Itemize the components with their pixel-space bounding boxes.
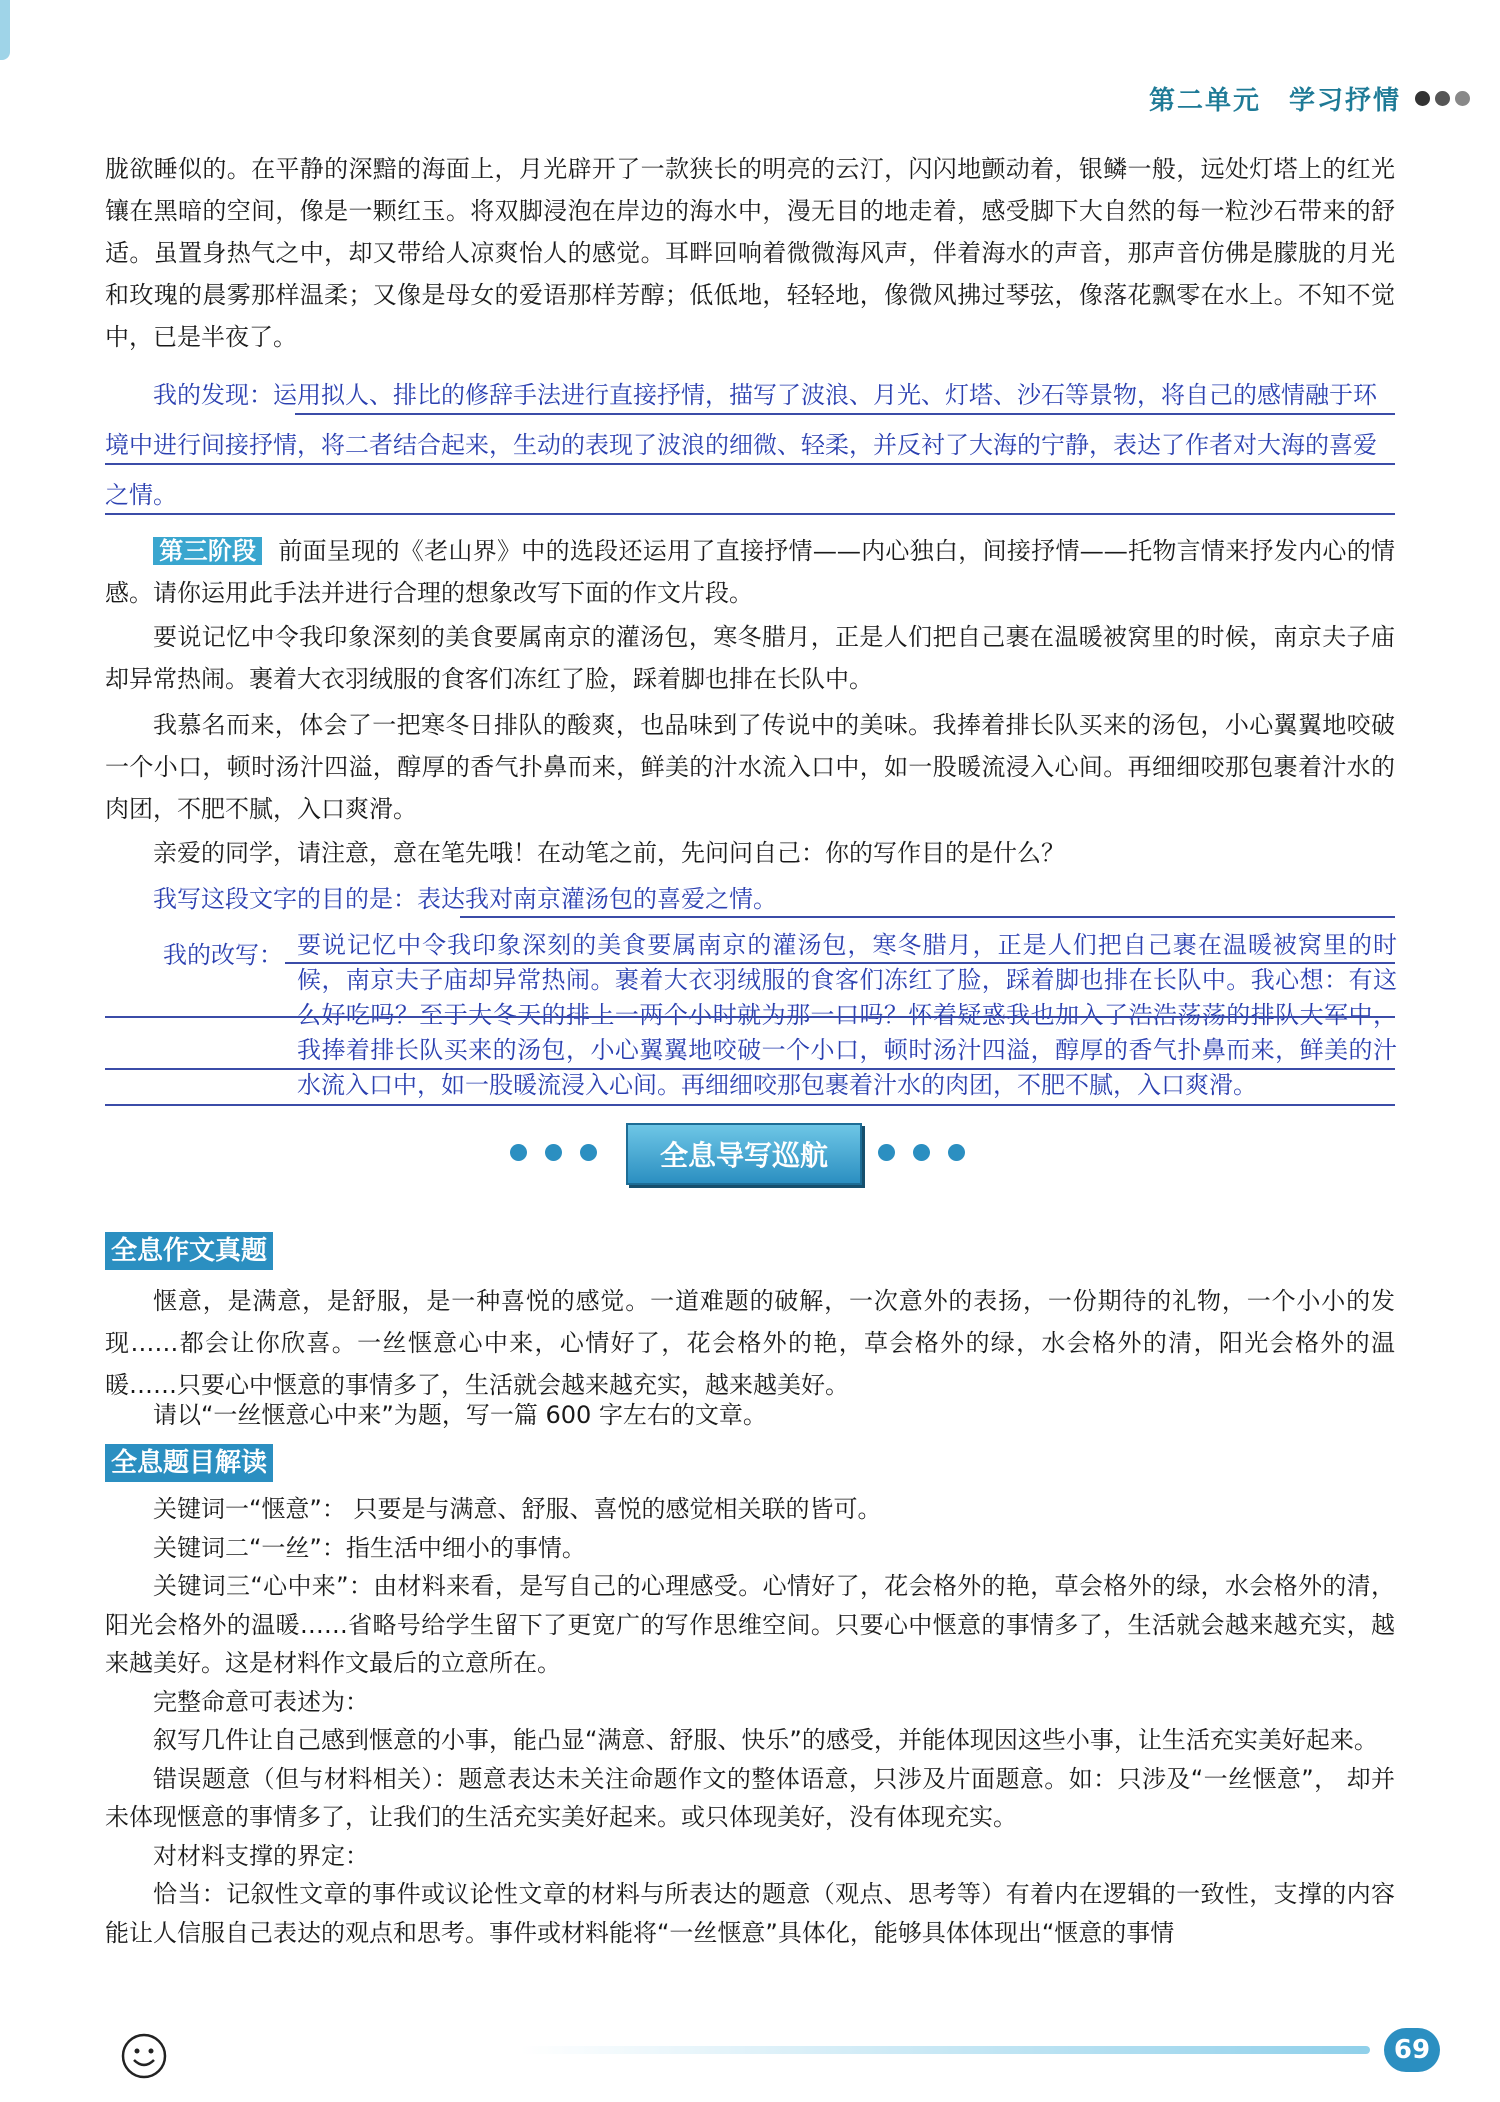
stage3-prompt: 亲爱的同学，请注意，意在笔先哦！在动笔之前，先问问自己：你的写作目的是什么？ <box>153 839 1065 867</box>
answer-rule <box>105 1104 1395 1106</box>
banner-dot-icon <box>510 1144 527 1161</box>
proper-support: 恰当：记叙性文章的事件或议论性文章的材料与所表达的题意（观点、思考等）有着内在逻辑的一致性，支撑的内容能让人信服自己表达的观点和思考。事件或材料能将“一丝惬意”具体化，能够具体体现出“惬意的事情 <box>105 1880 1395 1947</box>
discovery-block <box>105 370 1395 520</box>
page-number: 69 <box>1384 2028 1440 2072</box>
rewrite-answer: 要说记忆中令我印象深刻的美食要属南京的灌汤包，寒冬腊月，正是人们把自己裹在温暖被窝里的时候，南京夫子庙却异常热闹。裹着大衣羽绒服的食客们冻红了脸，踩着脚也排在长队中。我心想：有这么好吃吗？至于大冬天的排上一两个小时就为那一口吗？怀着疑惑我也加入了浩浩荡荡的排队大军中，我捧着排长队买来的汤包，小心翼翼地咬破一个小口，顿时汤汁四溢，醇厚的香气扑鼻而来，鲜美的汁水流入口中，如一股暖流浸入心间。再细细咬那包裹着汁水的肉团，不肥不腻，入口爽滑。 <box>297 931 1397 1099</box>
keyword-1: 关键词一“惬意”： 只要是与满意、舒服、喜悦的感觉相关联的皆可。 <box>153 1495 882 1523</box>
banner-dot-icon <box>948 1144 965 1161</box>
real-topic-paragraph-1: 惬意，是满意，是舒服，是一种喜悦的感觉。一道难题的破解，一次意外的表扬，一份期待的礼物，一个小小的发现……都会让你欣喜。一丝惬意心中来，心情好了，花会格外的艳，草会格外的绿，水会格外的清，阳光会格外的温暖……只要心中惬意的事情多了，生活就会越来越充实，越来越美好。 <box>105 1287 1395 1399</box>
stage3-intro-text: 前面呈现的《老山界》中的选段还运用了直接抒情——内心独白，间接抒情——托物言情来抒发内心的情感。请你运用此手法并进行合理的想象改写下面的作文片段。 <box>105 537 1396 607</box>
discovery-answer: 运用拟人、排比的修辞手法进行直接抒情，描写了波浪、月光、灯塔、沙石等景物，将自己的感情融于环境中进行间接抒情，将二者结合起来，生动的表现了波浪的细微、轻柔，并反衬了大海的宁静，表达了作者对大海的喜爱之情。 <box>105 381 1377 509</box>
purpose-line <box>105 878 1395 920</box>
support-label: 对材料支撑的界定： <box>153 1841 369 1870</box>
stage3-paragraph-2: 我慕名而来，体会了一把寒冬日排队的酸爽，也品味到了传说中的美味。我捧着排长队买来的汤包，小心翼翼地咬破一个小口，顿时汤汁四溢，醇厚的香气扑鼻而来，鲜美的汁水流入口中，如一股暖流浸入心间。再细细咬那包裹着汁水的肉团，不肥不腻，入口爽滑。 <box>105 711 1395 823</box>
answer-rule <box>105 1068 1395 1070</box>
complete-meaning-label: 完整命意可表述为： <box>153 1687 369 1716</box>
interpretation-heading <box>105 1444 273 1482</box>
banner-dot-icon <box>878 1144 895 1161</box>
corner-decoration <box>0 0 10 60</box>
interpretation-body <box>105 1490 1395 1952</box>
footer-bar <box>520 2046 1370 2054</box>
banner-dot-icon <box>913 1144 930 1161</box>
discovery-text <box>105 370 1395 520</box>
answer-rule <box>105 463 1395 465</box>
answer-rule <box>285 962 1395 964</box>
answer-rule <box>295 413 1395 415</box>
real-topic-paragraph-2: 请以“一丝惬意心中来”为题，写一篇 600 字左右的文章。 <box>153 1401 767 1429</box>
stage3-intro <box>105 530 1395 614</box>
purpose-answer: 我对南京灌汤包的喜爱之情。 <box>465 885 777 913</box>
header-dot-icon <box>1415 91 1430 106</box>
answer-rule <box>105 513 1395 515</box>
stage3-paragraph-1: 要说记忆中令我印象深刻的美食要属南京的灌汤包，寒冬腊月，正是人们把自己裹在温暖被窝里的时候，南京夫子庙却异常热闹。裹着大衣羽绒服的食客们冻红了脸，踩着脚也排在长队中。 <box>105 623 1395 693</box>
real-topic-tag: 全息作文真题 <box>105 1232 273 1270</box>
real-topic-heading <box>105 1232 273 1270</box>
header-dot-icon <box>1435 91 1450 106</box>
header-dot-icon <box>1455 91 1470 106</box>
smiley-icon <box>120 2032 168 2080</box>
complete-meaning: 叙写几件让自己感到惬意的小事，能凸显“满意、舒服、快乐”的感受，并能体现因这些小事，让生活充实美好起来。 <box>153 1726 1378 1754</box>
section-banner: 全息导写巡航 <box>626 1123 862 1185</box>
answer-rule <box>460 916 1395 918</box>
answer-rule <box>105 1016 1395 1018</box>
discovery-label: 我的发现： <box>153 381 273 409</box>
passage-continued: 胧欲睡似的。在平静的深黯的海面上，月光辟开了一款狭长的明亮的云汀，闪闪地颤动着，银鳞一般，远处灯塔上的红光镶在黑暗的空间，像是一颗红玉。将双脚浸泡在岸边的海水中，漫无目的地走着，感受脚下大自然的每一粒沙石带来的舒适。虽置身热气之中，却又带给人凉爽怡人的感觉。耳畔回响着微微海风声，伴着海水的声音，那声音仿佛是朦胧的月光和玫瑰的晨雾那样温柔；又像是母女的爱语那样芳醇；低低地，轻轻地，像微风拂过琴弦，像落花飘零在水上。不知不觉中，已是半夜了。 <box>105 155 1395 351</box>
keyword-3: 关键词三“心中来”：由材料来看，是写自己的心理感受。心情好了，花会格外的艳，草会格外的绿，水会格外的清，阳光会格外的温暖……省略号给学生留下了更宽广的写作思维空间。只要心中惬意的事情多了，生活就会越来越充实，越来越美好。这是材料作文最后的立意所在。 <box>105 1572 1395 1677</box>
unit-title: 第二单元 学习抒情 <box>1148 86 1401 116</box>
rewrite-label: 我的改写： <box>163 941 283 969</box>
interpretation-tag: 全息题目解读 <box>105 1444 273 1482</box>
page-header <box>1149 80 1470 117</box>
header-dots <box>1415 91 1470 106</box>
banner-dot-icon <box>545 1144 562 1161</box>
stage3-label: 第三阶段 <box>153 537 262 565</box>
banner-dot-icon <box>580 1144 597 1161</box>
wrong-meaning: 错误题意（但与材料相关）：题意表达未关注命题作文的整体语意，只涉及片面题意。如：只涉及“一丝惬意”， 却并未体现惬意的事情多了，让我们的生活充实美好起来。或只体现美好，没有体现充实。 <box>105 1764 1395 1831</box>
purpose-label: 我写这段文字的目的是：表达 <box>153 885 465 913</box>
keyword-2: 关键词二“一丝”：指生活中细小的事情。 <box>153 1533 586 1562</box>
